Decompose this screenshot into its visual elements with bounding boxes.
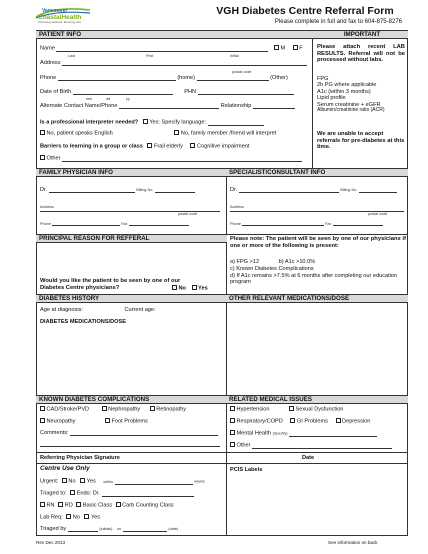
history-header: DIABETES HISTORY xyxy=(36,294,227,303)
resp-checkbox[interactable] xyxy=(230,418,235,423)
specialist-phone-label: Phone xyxy=(230,222,241,226)
note-c: c) Known Diabetes Complications xyxy=(230,266,314,272)
no-english-label: No, patient speaks English xyxy=(46,130,113,137)
basic-label: Basic Class xyxy=(82,502,113,509)
family-dr-label: Dr. xyxy=(40,187,48,193)
signature-date-label: Date xyxy=(302,455,315,461)
pcis-label: PCIS Labels xyxy=(230,467,263,473)
foot-label: Foot Problems xyxy=(111,418,148,425)
labreq-yes-label: Yes xyxy=(90,514,101,521)
frail-checkbox[interactable] xyxy=(147,143,152,148)
family-fax-label: Fax xyxy=(121,222,128,226)
triaged-by-input[interactable] xyxy=(68,531,98,532)
important-text: Please attach recent LAB RESULTS. Referral will not be processed without labs. xyxy=(317,44,405,64)
first-hint: First xyxy=(146,54,154,58)
family-phone-label: Phone xyxy=(40,222,51,226)
yes-specify-label: Yes: Specify language: xyxy=(149,119,207,126)
reason-options xyxy=(172,285,208,292)
endo-checkbox[interactable] xyxy=(70,490,75,495)
interpreter-no-row xyxy=(40,130,276,137)
dob-row xyxy=(40,89,294,95)
phone-label: Phone xyxy=(40,75,57,81)
carb-checkbox[interactable] xyxy=(116,502,121,507)
family-fax-input[interactable] xyxy=(129,225,189,226)
mental-input[interactable] xyxy=(289,436,377,437)
triaged-row xyxy=(40,490,194,497)
divider xyxy=(36,463,408,464)
language-input[interactable] xyxy=(208,125,264,126)
other-barrier-checkbox[interactable] xyxy=(40,155,45,160)
specialist-fax-label: Fax xyxy=(325,222,332,226)
note-b: b) A1c >10.0% xyxy=(278,259,316,265)
address-input[interactable] xyxy=(62,65,307,66)
specialist-fax-input[interactable] xyxy=(333,225,383,226)
barriers-label: Barriers to learning in a group or class xyxy=(40,143,143,150)
note-head: Please note: The patient will be seen by one of our physicians if one or more of the following is present: xyxy=(230,236,406,249)
centre-use-title: Centre Use Only xyxy=(40,465,90,472)
mental-label: Mental Health xyxy=(236,430,272,437)
form-title: VGH Diabetes Centre Referral Form xyxy=(216,5,394,17)
other-label: (Other) xyxy=(270,75,288,81)
rd-checkbox[interactable] xyxy=(58,502,63,507)
reason-no-checkbox[interactable] xyxy=(172,285,177,290)
see-back-note: See information on back xyxy=(328,540,378,545)
sexual-label: Sexual Dysfunction xyxy=(295,406,344,413)
divider xyxy=(226,168,227,510)
cognitive-label: Cognitive impairment xyxy=(196,143,250,150)
rd-label: RD xyxy=(64,502,73,509)
comments-input[interactable] xyxy=(70,435,218,436)
related-row-1 xyxy=(230,406,343,413)
related-row-2 xyxy=(230,418,370,425)
interpreter-row xyxy=(40,119,264,126)
labreq-no-checkbox[interactable] xyxy=(66,514,71,519)
specialist-dr-row xyxy=(230,187,397,193)
neuro-label: Neuropathy xyxy=(46,418,76,425)
specialist-billing-input[interactable] xyxy=(359,192,397,193)
reason-question: Would you like the patient to be seen by one of our Diabetes Centre physicians? xyxy=(40,278,181,291)
family-phone-input[interactable] xyxy=(52,225,120,226)
alternate-label: Alternate Contact Name/Phone xyxy=(40,103,118,109)
family-phone-row xyxy=(40,222,189,226)
divider xyxy=(226,234,408,235)
cognitive-checkbox[interactable] xyxy=(190,143,195,148)
rn-checkbox[interactable] xyxy=(40,502,45,507)
logo-text-2: CoastalHealth xyxy=(38,14,82,21)
family-physician-header: FAMILY PHYSICIAN INFO xyxy=(36,168,227,177)
sexual-checkbox[interactable] xyxy=(289,406,294,411)
other-barrier-input[interactable] xyxy=(62,161,302,162)
lab-item: A1c (within 3 months) xyxy=(317,88,371,95)
patient-name-row xyxy=(40,45,310,52)
labreq-yes-checkbox[interactable] xyxy=(84,514,89,519)
reason-header: PRINCIPAL REASON FOR REFFERAL xyxy=(36,234,227,243)
specify-hint: (Specify) xyxy=(272,431,288,436)
logo-text-1: Vancouver xyxy=(42,8,68,14)
complications-row-1 xyxy=(40,406,186,413)
relationship-input[interactable] xyxy=(253,108,295,109)
cad-label: CAD/Stroke/PVD xyxy=(46,406,90,413)
divider xyxy=(312,30,313,168)
no-english-checkbox[interactable] xyxy=(40,130,45,135)
family-billing-input[interactable] xyxy=(155,192,195,193)
complications-row-2 xyxy=(40,418,148,425)
dd-hint: dd xyxy=(106,97,111,101)
prediabetes-note: We are unable to accept referrals for pre-diabetes at this time. xyxy=(317,131,405,151)
urgent-no-checkbox[interactable] xyxy=(62,478,67,483)
name-label: Name xyxy=(40,45,55,52)
dob-label: Date of Birth xyxy=(40,89,72,95)
urgent-yes-label: Yes xyxy=(86,478,96,485)
depression-checkbox[interactable] xyxy=(336,418,341,423)
note-d: d) If A1c remains >7.5% at 6 months after completing our education program xyxy=(230,273,398,286)
date-hint: (date) xyxy=(168,527,179,531)
other-meds-header: OTHER RELEVANT MEDICATIONS/DOSE xyxy=(226,294,408,303)
patient-info-header: PATIENT INFO xyxy=(36,30,313,39)
basic-checkbox[interactable] xyxy=(76,502,81,507)
divider xyxy=(36,452,408,453)
gi-label: GI Problems xyxy=(296,418,328,425)
initial-hint: initial xyxy=(230,54,239,58)
comments-input-2[interactable] xyxy=(40,446,220,447)
phn-label: PHN xyxy=(184,89,197,95)
class-row xyxy=(40,502,174,509)
gi-checkbox[interactable] xyxy=(290,418,295,423)
cad-checkbox[interactable] xyxy=(40,406,45,411)
htn-label: Hypertension xyxy=(236,406,270,413)
related-row-3 xyxy=(230,430,377,437)
retino-label: Retinopathy xyxy=(156,406,187,413)
endo-label: Endo: Dr. xyxy=(76,490,100,497)
note-ab-row xyxy=(230,259,406,265)
htn-checkbox[interactable] xyxy=(230,406,235,411)
barriers-other-row xyxy=(40,155,302,162)
family-address-label: Address xyxy=(40,205,54,209)
address-row xyxy=(40,60,307,66)
reason-yes-checkbox[interactable] xyxy=(192,285,197,290)
comments-row xyxy=(40,430,218,436)
phone-row xyxy=(40,75,288,81)
nephro-label: Nephropathy xyxy=(108,406,141,413)
postal-hint: postal code xyxy=(232,70,252,74)
frail-label: Frail elderly xyxy=(153,143,183,150)
male-label: M xyxy=(280,45,286,52)
related-header: RELATED MEDICAL ISSUES xyxy=(226,395,408,404)
interpreter-yes-checkbox[interactable] xyxy=(143,119,148,124)
female-label: F xyxy=(299,45,303,52)
phone-home-input[interactable] xyxy=(58,80,176,81)
neuro-checkbox[interactable] xyxy=(40,418,45,423)
reason-no-label: No xyxy=(178,285,186,292)
specialist-dr-label: Dr. xyxy=(230,187,238,193)
yy-hint: yy xyxy=(126,97,130,101)
female-checkbox[interactable] xyxy=(293,45,298,50)
family-postal-hint: postal code xyxy=(178,212,198,216)
within-label: within xyxy=(103,479,114,484)
name-input[interactable] xyxy=(56,51,268,52)
specialist-phone-input[interactable] xyxy=(242,225,324,226)
nephro-checkbox[interactable] xyxy=(102,406,107,411)
lab-item: Albumin/creatinine ratio (ACR) xyxy=(317,107,385,114)
form-subtitle: Please complete in full and fax to 604-875-8276 xyxy=(274,19,402,25)
barriers-row xyxy=(40,143,250,150)
note-a: a) FPG >12 xyxy=(230,259,260,265)
interpreter-question: Is a professional interpreter needed? xyxy=(40,119,139,126)
initials-hint: (initials) xyxy=(99,527,113,531)
meds-label: DIABETES MEDICATIONS/DOSE xyxy=(40,319,126,325)
divider xyxy=(226,463,227,536)
urgent-yes-checkbox[interactable] xyxy=(80,478,85,483)
lab-item: Lipid profile xyxy=(317,95,346,102)
labreq-row xyxy=(40,514,100,521)
specialist-dr-input[interactable] xyxy=(239,192,339,193)
urgent-row xyxy=(40,478,205,485)
related-other-checkbox[interactable] xyxy=(230,442,235,447)
phn-input[interactable] xyxy=(198,94,294,95)
address-label: Address xyxy=(40,60,61,66)
related-other-label: Other xyxy=(236,442,251,449)
important-header: IMPORTANT xyxy=(313,30,408,39)
no-family-label: No, family member /friend will interpret xyxy=(180,130,277,137)
lab-item: FPG xyxy=(317,76,329,82)
complications-header: KNOWN DIABETES COMPLICATIONS xyxy=(36,395,227,404)
home-label: (home) xyxy=(177,75,196,81)
endo-input[interactable] xyxy=(102,496,194,497)
triaged-label: Triaged to: xyxy=(40,490,67,497)
foot-checkbox[interactable] xyxy=(105,418,110,423)
reason-yes-label: Yes xyxy=(198,285,208,292)
on-label: on xyxy=(117,527,122,531)
family-billing-label: Billing No. xyxy=(136,188,154,192)
specialist-address-label: Address xyxy=(230,205,244,209)
retino-checkbox[interactable] xyxy=(150,406,155,411)
age-dx-label: Age at diagnosis: xyxy=(40,307,83,313)
urgent-no-label: No xyxy=(68,478,76,485)
triaged-by-label: Triaged by xyxy=(40,526,67,532)
revision-date: Rev Dec 2013 xyxy=(36,540,66,545)
no-family-checkbox[interactable] xyxy=(174,130,179,135)
triaged-by-row xyxy=(40,526,178,532)
specialist-phone-row xyxy=(230,222,383,226)
alternate-input[interactable] xyxy=(119,108,219,109)
male-checkbox[interactable] xyxy=(274,45,279,50)
age-row xyxy=(40,307,156,313)
current-age-label: Current age: xyxy=(124,307,156,313)
phone-other-input[interactable] xyxy=(197,80,269,81)
mm-hint: mm xyxy=(86,97,93,101)
lab-item: Serum creatinine + eGFR xyxy=(317,101,381,108)
lab-item: 2h PG where applicable xyxy=(317,82,377,89)
comments-label: Comments: xyxy=(40,430,69,436)
specialist-header: SPECIALIST/CONSULTANT INFO xyxy=(226,168,408,177)
weeks-label: weeks xyxy=(194,479,205,484)
family-dr-row xyxy=(40,187,195,193)
rn-label: RN xyxy=(46,502,55,509)
specialist-billing-label: Billing No. xyxy=(340,188,358,192)
last-hint: Last xyxy=(68,54,76,58)
logo-tagline: Promoting wellness. Ensuring care. xyxy=(38,20,82,24)
depression-label: Depression xyxy=(342,418,371,425)
carb-label: Carb Counting Class xyxy=(122,502,174,509)
urgent-label: Urgent: xyxy=(40,478,59,485)
triaged-date-input[interactable] xyxy=(123,531,167,532)
other-barrier-label: Other xyxy=(46,155,61,162)
alternate-row xyxy=(40,103,295,109)
vch-logo xyxy=(34,4,92,26)
specialist-postal-hint: postal code xyxy=(368,212,388,216)
family-dr-input[interactable] xyxy=(49,192,135,193)
weeks-input[interactable] xyxy=(115,484,193,485)
dob-input[interactable] xyxy=(73,94,173,95)
related-other-input[interactable] xyxy=(252,448,392,449)
labreq-no-label: No xyxy=(72,514,80,521)
mental-checkbox[interactable] xyxy=(230,430,235,435)
resp-label: Respiratory/COPD xyxy=(236,418,283,425)
labs-list xyxy=(317,76,407,114)
signature-label: Referring Physician Signature xyxy=(40,455,120,461)
relationship-label: Relationship xyxy=(220,103,252,109)
labreq-label: Lab Req: xyxy=(40,514,63,521)
related-row-4 xyxy=(230,442,392,449)
